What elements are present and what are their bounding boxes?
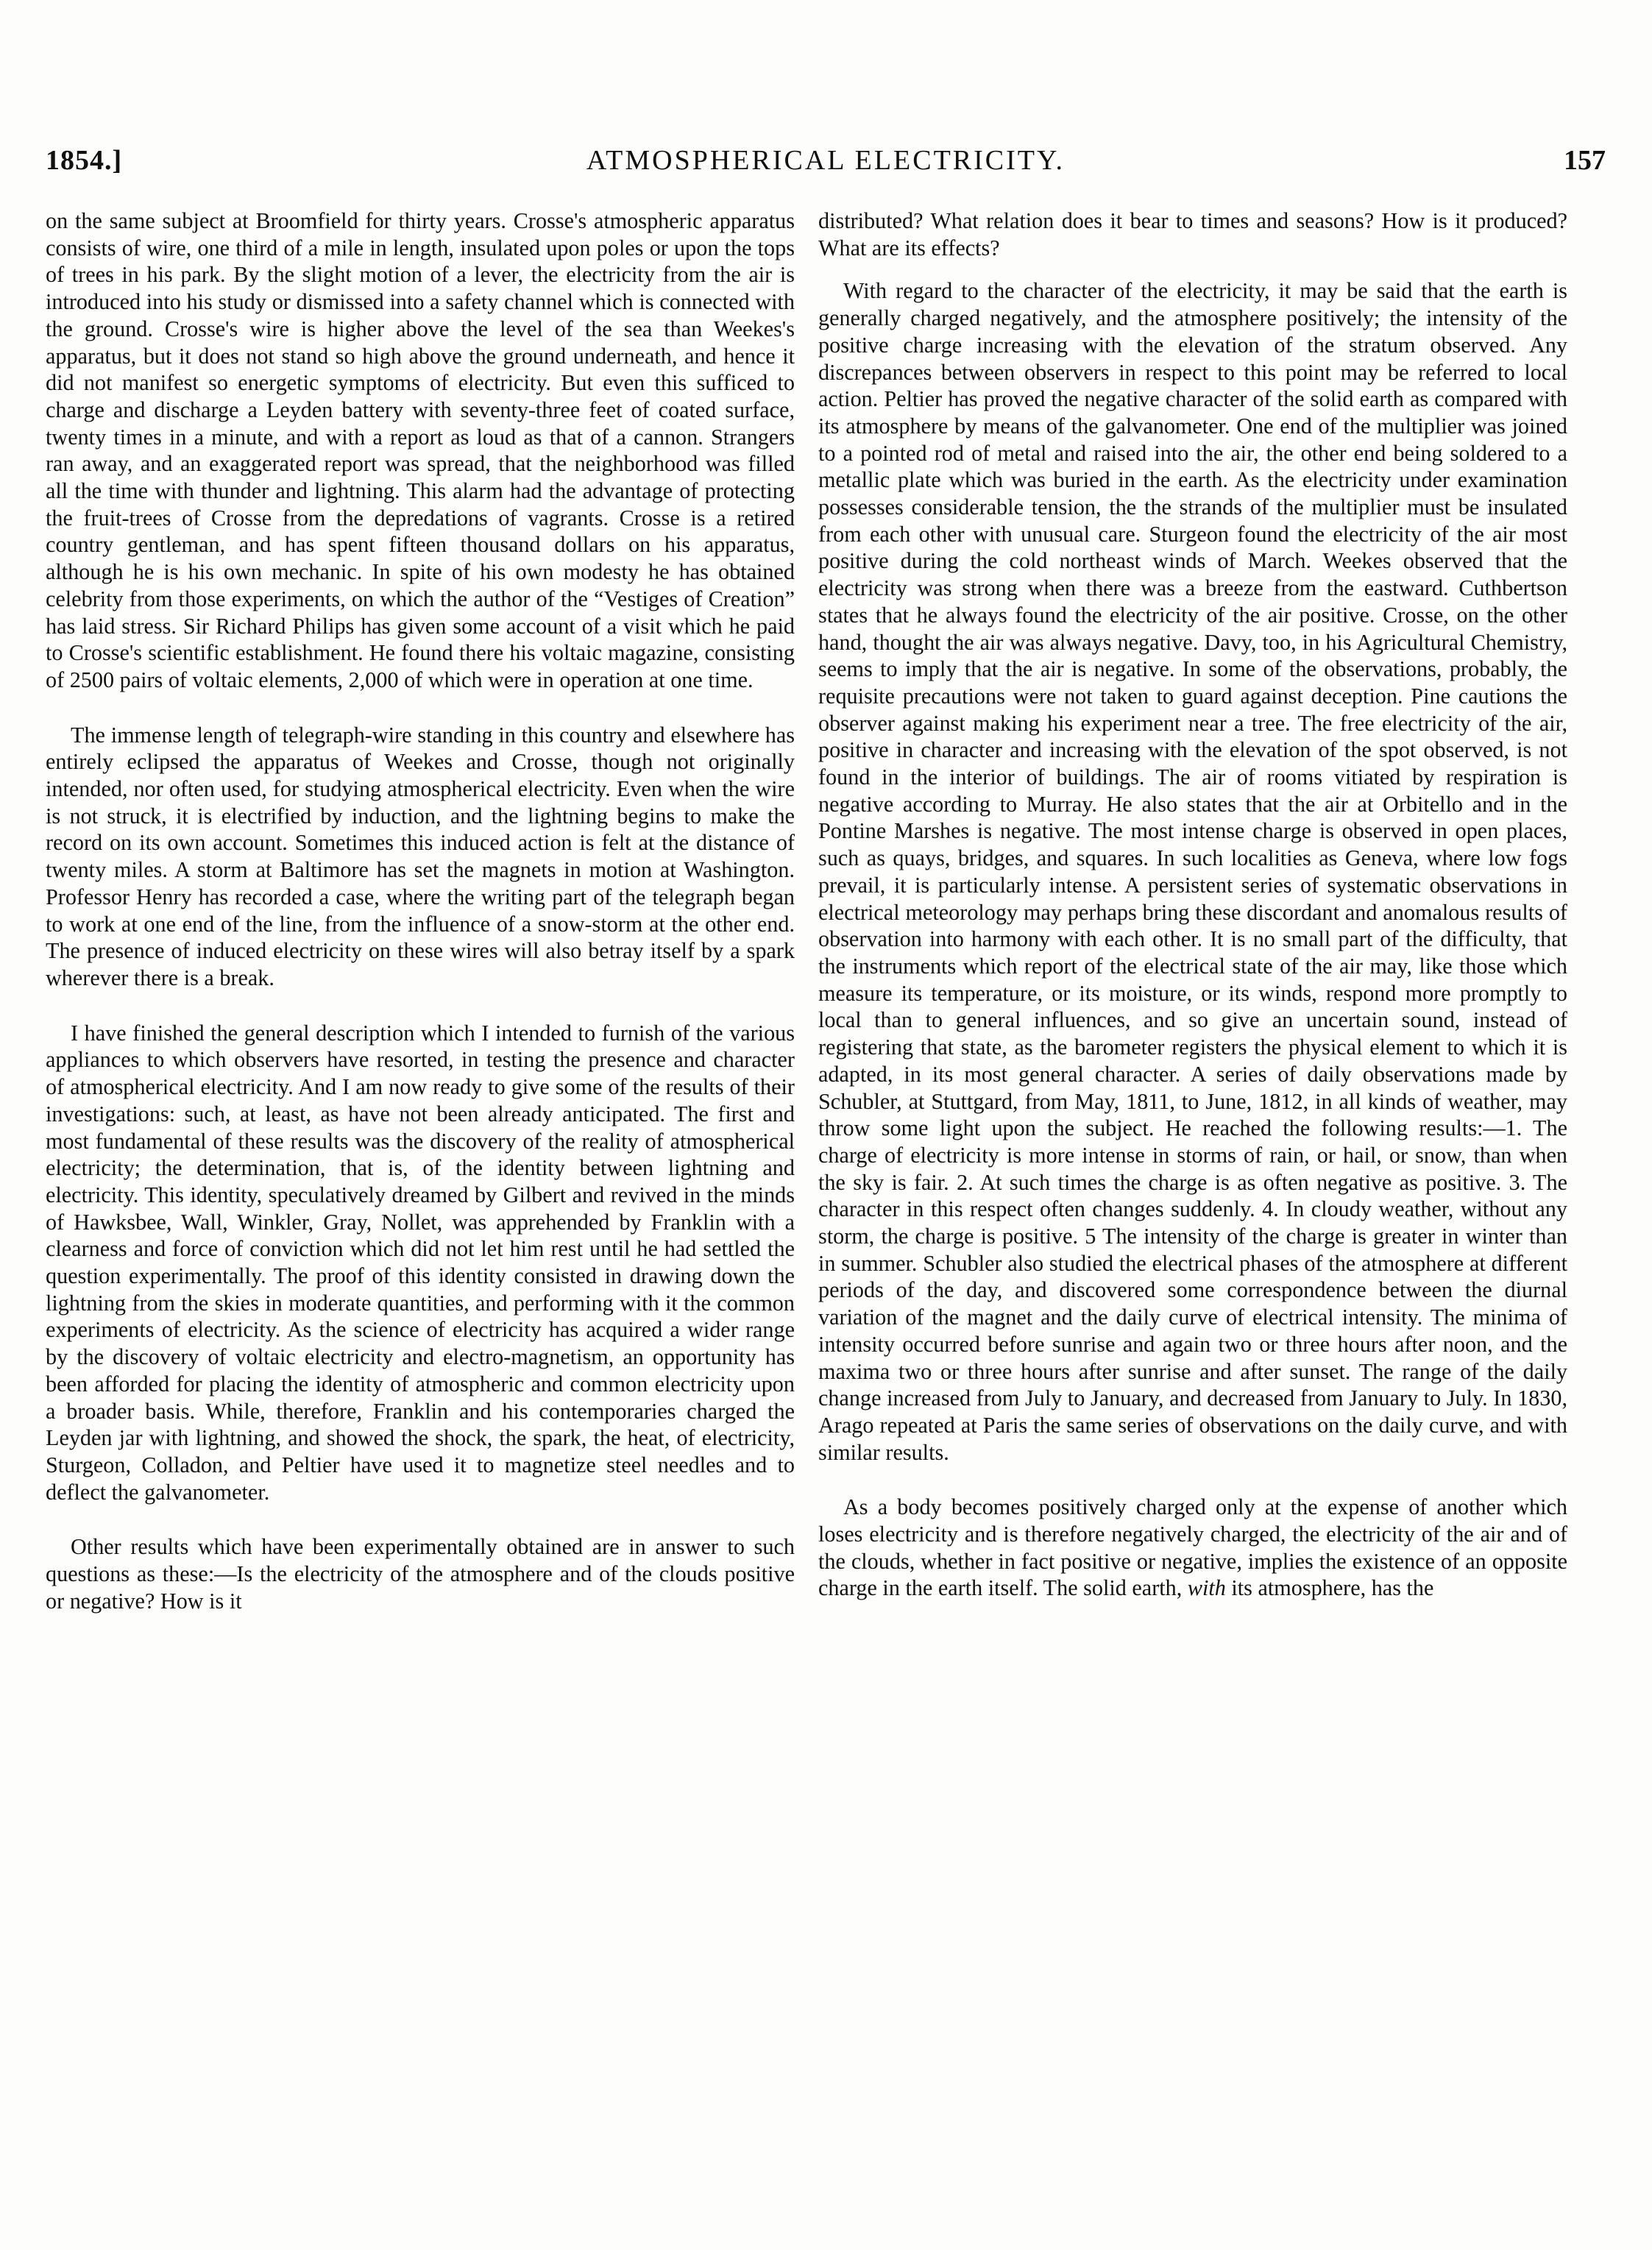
header-title: ATMOSPHERICAL ELECTRICITY. [586,145,1066,176]
right-paragraph-2: With regard to the character of the electricity, it may be said that the earth is generally charged negatively, and the atmosphere positively; the intensity of the positive charge increasing with the elevation of the stratum observed. Any discrepances between observers in respect to this point may be referred to local action. Peltier has proved the negative character of the solid earth as compared with its atmosphere by means of the galvanometer. One end of the multiplier was joined to a pointed rod of metal and raised into the air, the other end being soldered to a metallic plate which was buried in the earth. As the electricity under examination possesses considerable tension, the the strands of the multiplier must be insulated from each other with unusual care. Sturgeon found the electricity of the air most positive during the cold northeast winds of March. Weekes observed that the electricity was strong when there was a breeze from the eastward. Cuthbertson states that he always found the electricity of the air positive. Crosse, on the other hand, thought the air was always negative. Davy, too, in his Agricultural Chemistry, seems to imply that the air is negative. In some of the observations, probably, the requisite precautions were not taken to guard against deception. Pine cautions the observer against making his experiment near a tree. The free electricity of the air, positive in character and increasing with the elevation of the spot observed, is not found in the interior of buildings. The air of rooms vitiated by respiration is negative according to Murray. He also states that the air at Orbitello and in the Pontine Marshes is negative. The most intense charge is observed in open places, such as quays, bridges, and squares. In such localities as Geneva, where low fogs prevail, it is particularly intense. A persistent series of systematic observations in electrical meteorology may perhaps bring these discordant and anomalous results of observation into harmony with each other. It is no small part of the difficulty, that the instruments which report of the electrical state of the air may, like those which measure its temperature, or its moisture, or its winds, respond more promptly to local than to general influences, and so give an uncertain sound, instead of registering that state, as the barometer registers the physical element to which it is adapted, in its most general character. A series of daily observations made by Schubler, at Stuttgard, from May, 1811, to June, 1812, in all kinds of weather, may throw some light upon the subject. He reached the following results:—1. The charge of electricity is more intense in storms of rain, or hail, or snow, than when the sky is fair. 2. At such times the charge is as often negative as positive. 3. The character in this respect often changes suddenly. 4. In cloudy weather, without any storm, the charge is positive. 5 The intensity of the charge is greater in winter than in summer. Schubler also studied the electrical phases of the atmosphere at different periods of the day, and discovered some correspondence between the diurnal variation of the magnet and the daily curve of electrical intensity. The minima of intensity occurred before sunrise and again two or three hours after noon, and the maxima two or three hours after sunrise and after sunset. The range of the daily change increased from July to January, and decreased from January to July. In 1830, Arago repeated at Paris the same series of observations on the daily curve, and with similar results. [818,278,1567,1465]
left-paragraph-4: Other results which have been experimentally obtained are in answer to such questions as these:—Is the electricity of the atmosphere and of the clouds positive or negative? How is it [46,1534,795,1614]
right-paragraph-3-lead: As a body becomes positively charged only at the expense of another which loses electricity and is therefore negatively charged, the electricity of the air and of the clouds, whether in fact positive or negative, implies the existence of an opposite charge in the earth itself. The solid earth, [818,1494,1567,1601]
header-year: 1854.] [46,145,123,176]
left-paragraph-3: I have finished the general description which I intended to furnish of the various appliances to which observers have resorted, in testing the presence and character of atmospherical electricity. And I am now ready to give some of the results of their investigations: such, at least, as have not been already anticipated. The first and most fundamental of these results was the discovery of the reality of atmospherical electricity; the determination, that is, of the identity between lightning and electricity. This identity, speculatively dreamed by Gilbert and revived in the minds of Hawksbee, Wall, Winkler, Gray, Nollet, was apprehended by Franklin with a clearness and force of conviction which did not let him rest until he had settled the question experimentally. The proof of this identity consisted in drawing down the lightning from the skies in moderate quantities, and performing with it the common experiments of electricity. As the science of electricity has acquired a wider range by the discovery of voltaic electricity and electro-magnetism, an opportunity has been afforded for placing the identity of atmospheric and common electricity upon a broader basis. While, therefore, Franklin and his contemporaries charged the Leyden jar with lightning, and showed the shock, the spark, the heat, of electricity, Sturgeon, Colladon, and Peltier have used it to magnetize steel needles and to deflect the galvanometer. [46,1020,795,1505]
right-paragraph-3-tail: its atmosphere, has the [1225,1575,1434,1601]
left-paragraph-1: on the same subject at Broomfield for thirty years. Crosse's atmospheric apparatus consists of wire, one third of a mile in length, insulated upon poles or upon the tops of trees in his park. By the slight motion of a lever, the electricity from the air is introduced into his study or dismissed into a safety channel which is connected with the ground. Crosse's wire is higher above the level of the sea than Weekes's apparatus, but it does not stand so high above the ground underneath, and hence it did not manifest so energetic symptoms of electricity. But even this sufficed to charge and discharge a Leyden battery with seventy-three feet of coated surface, twenty times in a minute, and with a report as loud as that of a cannon. Strangers ran away, and an exaggerated report was spread, that the neighborhood was filled all the time with thunder and lightning. This alarm had the advantage of protecting the fruit-trees of Crosse from the depredations of vagrants. Crosse is a retired country gentleman, and has spent fifteen thousand dollars on his apparatus, although he is his own mechanic. In spite of his own modesty he has obtained celebrity from those experiments, on which the author of the “Vestiges of Creation” has laid stress. Sir Richard Philips has given some account of a visit which he paid to Crosse's scientific establishment. He found there his voltaic magazine, consisting of 2500 pairs of voltaic elements, 2,000 of which were in operation at one time. [46,208,795,692]
running-header [46,144,1606,188]
left-paragraph-2: The immense length of telegraph-wire standing in this country and elsewhere has entirely eclipsed the apparatus of Weekes and Crosse, though not originally intended, nor often used, for studying atmospherical electricity. Even when the wire is not struck, it is electrified by induction, and the lightning begins to make the record on its own account. Sometimes this induced action is felt at the distance of twenty miles. A storm at Baltimore has set the magnets in motion at Washington. Professor Henry has recorded a case, where the writing part of the telegraph began to work at one end of the line, from the influence of a snow-storm at the other end. The presence of induced electricity on these wires will also betray itself by a spark wherever there is a break. [46,722,795,990]
left-column [46,207,795,1642]
right-column [818,207,1567,1630]
right-paragraph-1: distributed? What relation does it bear to times and seasons? How is it produced? What are its effects? [818,208,1567,260]
right-paragraph-3 [818,1494,1567,1602]
page-number: 157 [1564,145,1606,176]
italic-emphasis: with [1187,1575,1226,1601]
